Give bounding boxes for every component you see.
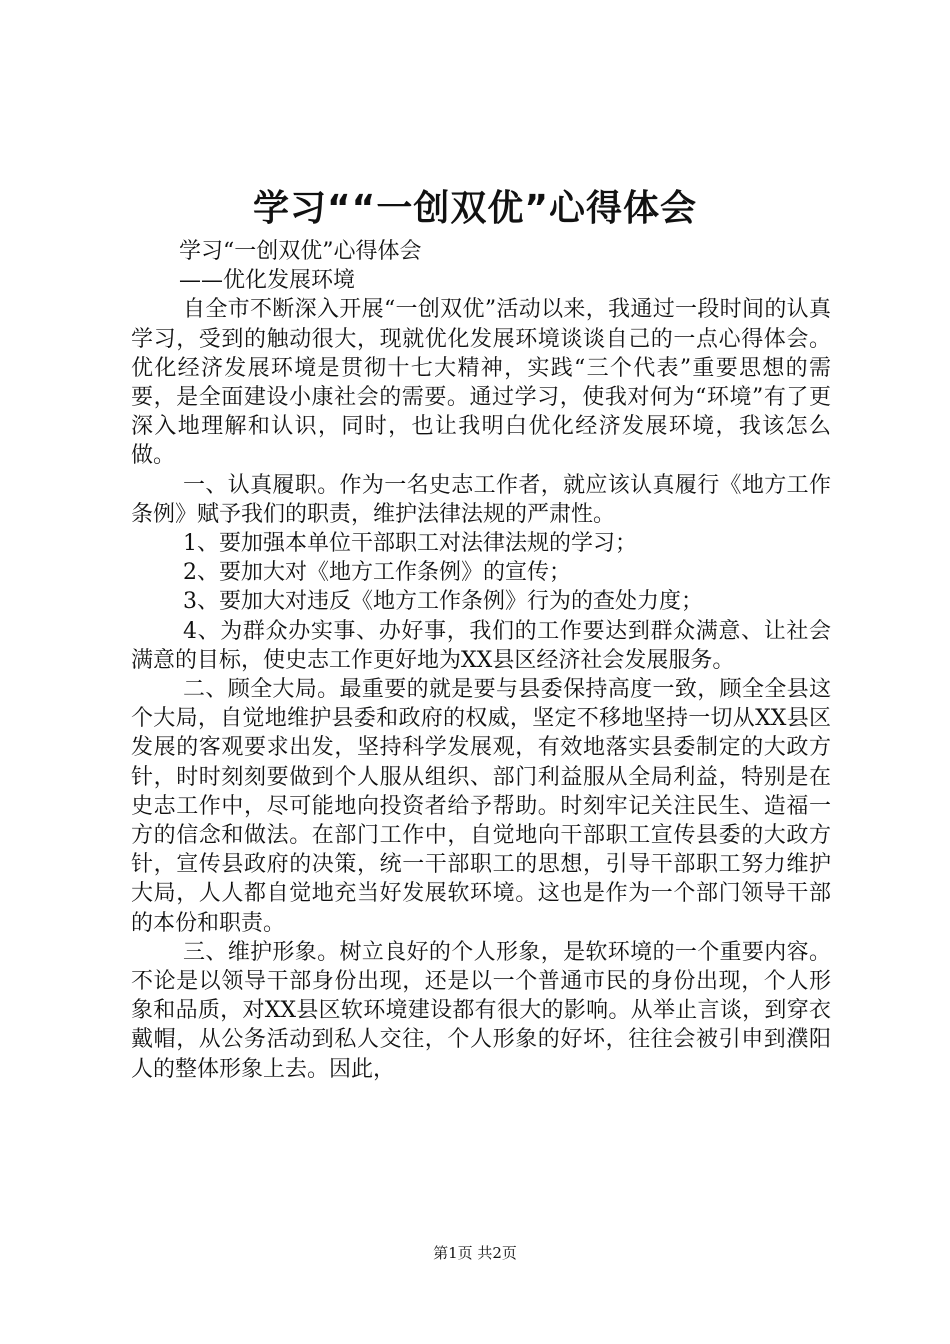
- list-item-4: 4、为群众办实事、办好事，我们的工作要达到群众满意、让社会满意的目标，使史志工作更好地为XX县区经济社会发展服务。: [131, 618, 831, 673]
- paragraph-section-1: 一、认真履职。作为一名史志工作者，就应该认真履行《地方工作条例》赋予我们的职责，维护法律法规的严肃性。: [131, 472, 831, 527]
- paragraph-section-2: 二、顾全大局。最重要的就是要与县委保持高度一致，顾全全县这个大局，自觉地维护县委和政府的权威，坚定不移地坚持一切从XX县区发展的客观要求出发，坚持科学发展观，有效地落实县委制定的大政方针，时时刻刻要做到个人服从组织、部门利益服从全局利益，特别是在史志工作中，尽可能地向投资者给予帮助。时刻牢记关注民生、造福一方的信念和做法。在部门工作中，自觉地向干部职工宣传县委的大政方针，宣传县政府的决策，统一干部职工的思想，引导干部职工努力维护大局，人人都自觉地充当好发展软环境。这也是作为一个部门领导干部的本份和职责。: [131, 677, 831, 936]
- list-item-1: 1、要加强本单位干部职工对法律法规的学习；: [183, 531, 637, 557]
- subheading: ——优化发展环境: [179, 268, 356, 294]
- paragraph-intro: 自全市不断深入开展“一创双优”活动以来，我通过一段时间的认真学习，受到的触动很大，现就优化发展环境谈谈自己的一点心得体会。优化经济发展环境是贯彻十七大精神，实践“三个代表”重要思想的需要，是全面建设小康社会的需要。通过学习，使我对何为“环境”有了更深入地理解和认识，同时，也让我明白优化经济发展环境，我该怎么做。: [131, 297, 831, 469]
- list-item-2: 2、要加大对《地方工作条例》的宣传；: [183, 560, 571, 586]
- page-title: 学习““一创双优”心得体会: [253, 188, 697, 229]
- document-body: [131, 237, 831, 1084]
- list-item-3: 3、要加大对违反《地方工作条例》行为的查处力度；: [183, 589, 703, 615]
- paragraph-section-3: 三、维护形象。树立良好的个人形象，是软环境的一个重要内容。不论是以领导干部身份出现，还是以一个普通市民的身份出现，个人形象和品质，对XX县区软环境建设都有很大的影响。从举止言谈，到穿衣戴帽，从公务活动到私人交往，个人形象的好坏，往往会被引申到濮阳人的整体形象上去。因此，: [131, 939, 831, 1082]
- page-footer: 第1页 共2页: [433, 1244, 517, 1262]
- subtitle: 学习“一创双优”心得体会: [179, 239, 422, 264]
